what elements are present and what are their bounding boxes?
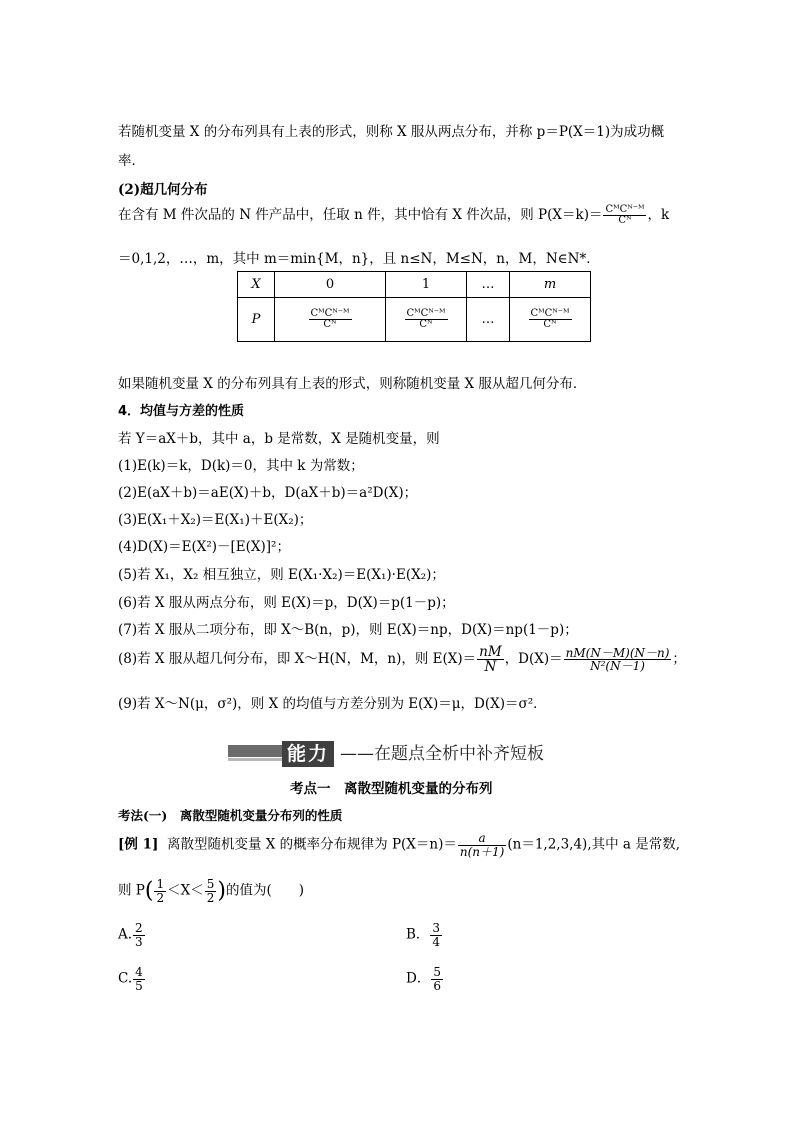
example-text-end: (n＝1,2,3,4),其中 a 是常数, — [507, 836, 681, 853]
fraction-denominator: N²(N－1) — [590, 659, 645, 674]
option-label: A. — [118, 926, 133, 943]
table-cell: … — [467, 298, 510, 342]
property-item: (7)若 X 服从二项分布，即 X～B(n，p)，则 E(X)＝np，D(X)＝np(1－p)； — [118, 622, 578, 638]
fraction-numerator: 1 — [156, 877, 165, 891]
fraction-denominator: 6 — [433, 978, 441, 993]
topic-title: 考点一 离散型随机变量的分布列 — [290, 781, 493, 797]
question-blank: 的值为( ) — [225, 882, 305, 899]
fraction-numerator: nM(N－M)(N－n) — [565, 645, 670, 660]
option-c — [118, 966, 146, 992]
option-d — [406, 966, 444, 992]
upper-bound-fraction — [205, 878, 217, 904]
property-item: (2)E(aX＋b)＝aE(X)＋b，D(aX＋b)＝a²D(X)； — [118, 485, 418, 501]
fraction-denominator: 3 — [135, 934, 143, 949]
probability-fraction — [458, 832, 506, 858]
table-header-cell: 0 — [275, 272, 386, 298]
table-cell — [510, 298, 591, 342]
hypergeometric-definition-line2: ＝0,1,2，…，m，其中 m＝min{M，n}，且 n≤N，M≤N，n，M，N∈N*． — [118, 251, 600, 267]
fraction-numerator: nM — [479, 644, 502, 660]
fraction-numerator: 5 — [206, 877, 215, 891]
properties-intro: 若 Y＝aX＋b，其中 a，b 是常数，X 是随机变量，则 — [118, 431, 440, 447]
hypergeometric-conclusion: 如果随机变量 X 的分布列具有上表的形式，则称随机变量 X 服从超几何分布． — [118, 376, 587, 392]
intro-paragraph-line1: 若随机变量 X 的分布列具有上表的形式，则称 X 服从两点分布，并称 p＝P(X＝1)为成功概 — [118, 124, 665, 140]
option-fraction — [133, 922, 145, 948]
fraction-numerator: a — [458, 832, 506, 846]
intro-paragraph-line2: 率． — [118, 153, 145, 169]
option-fraction — [133, 966, 145, 992]
fraction-denominator: 4 — [432, 934, 441, 949]
fraction-denominator: 2 — [206, 890, 215, 905]
fraction-numerator: CᴹCᴺ⁻ᴹ — [530, 307, 570, 319]
item8-mid: ，D(X)＝ — [504, 651, 563, 668]
definition-text: 在含有 M 件次品的 N 件产品中，任取 n 件，其中恰有 X 件次品，则 P(X＝k)＝ — [118, 207, 603, 223]
option-label: B． — [406, 926, 430, 943]
property-item: (1)E(k)＝k，D(k)＝0，其中 k 为常数； — [118, 458, 364, 474]
option-b — [406, 922, 443, 948]
inequality-middle: ＜X＜ — [167, 882, 204, 899]
fraction-denominator: Cᴺ — [618, 215, 632, 226]
example-line2 — [118, 878, 304, 904]
cell-fraction — [309, 309, 352, 331]
table-header-cell: X — [238, 272, 275, 298]
property-item: (3)E(X₁＋X₂)＝E(X₁)＋E(X₂)； — [118, 512, 313, 528]
fraction-numerator: 2 — [135, 921, 143, 935]
cell-fraction — [529, 309, 572, 331]
fraction-denominator: Cᴺ — [543, 319, 557, 330]
table-row-p — [238, 298, 591, 342]
option-label: D． — [406, 970, 431, 987]
variance-fraction — [564, 647, 672, 673]
banner-tag: 能力 — [282, 741, 334, 767]
hypergeometric-distribution-table — [237, 271, 591, 342]
definition-text-end: ，k — [647, 207, 670, 223]
hypergeometric-heading: (2)超几何分布 — [118, 182, 208, 198]
fraction-numerator: CᴹCᴺ⁻ᴹ — [605, 203, 645, 215]
banner-decoration-underline — [228, 758, 282, 761]
table-header-cell: … — [467, 272, 510, 298]
properties-heading: 4．均值与方差的性质 — [118, 404, 245, 419]
fraction-denominator: Cᴺ — [323, 319, 337, 330]
cell-fraction — [405, 309, 448, 331]
example-line1 — [118, 832, 680, 858]
lower-bound-fraction — [154, 878, 166, 904]
fraction-numerator: 3 — [432, 921, 441, 935]
ability-banner — [228, 741, 564, 769]
table-cell — [275, 298, 386, 342]
fraction-numerator: 5 — [433, 965, 441, 979]
table-header-cell: 1 — [386, 272, 467, 298]
banner-decoration — [228, 745, 282, 757]
question-text: 则 P — [118, 882, 145, 899]
fraction-denominator: N — [484, 659, 497, 676]
hypergeometric-definition-line1 — [118, 203, 669, 227]
option-fraction — [431, 966, 443, 992]
fraction-numerator: CᴹCᴺ⁻ᴹ — [310, 307, 350, 319]
property-item: (5)若 X₁，X₂ 相互独立，则 E(X₁·X₂)＝E(X₁)·E(X₂)； — [118, 567, 445, 583]
property-item: (6)若 X 服从两点分布，则 E(X)＝p，D(X)＝p(1－p)； — [118, 595, 455, 611]
property-item: (4)D(X)＝E(X²)－[E(X)]²； — [118, 539, 290, 555]
method-heading: 考法(一) 离散型随机变量分布列的性质 — [118, 808, 343, 823]
fraction-numerator: 4 — [135, 965, 143, 979]
example-label: [例 1] — [118, 836, 159, 853]
item8-text: (8)若 X 服从超几何分布，即 X～H(N，M，n)，则 E(X)＝ — [118, 651, 477, 668]
fraction-denominator: n(n＋1) — [459, 844, 505, 859]
example-text: 离散型随机变量 X 的概率分布规律为 P(X＝n)＝ — [166, 836, 457, 853]
fraction-denominator: 2 — [156, 890, 165, 905]
table-row-x — [238, 272, 591, 298]
fraction-numerator: CᴹCᴺ⁻ᴹ — [406, 307, 446, 319]
item8-end: ； — [672, 651, 686, 668]
hypergeometric-probability-fraction — [603, 205, 646, 227]
table-header-cell: m — [510, 272, 591, 298]
option-label: C. — [118, 970, 133, 987]
fraction-denominator: 5 — [135, 978, 143, 993]
fraction-denominator: Cᴺ — [419, 319, 433, 330]
option-a — [118, 922, 146, 948]
property-item-9: (9)若 X～N(μ，σ²)，则 X 的均值与方差分别为 E(X)＝μ，D(X)＝σ²． — [118, 696, 547, 712]
right-paren: ) — [217, 878, 226, 904]
option-fraction — [430, 922, 442, 948]
property-item-8 — [118, 645, 686, 674]
expectation-fraction — [477, 645, 504, 674]
table-cell — [386, 298, 467, 342]
left-paren: ( — [144, 878, 154, 904]
table-row-label: P — [238, 298, 275, 342]
banner-subtitle: ——在题点全析中补齐短板 — [340, 744, 544, 764]
